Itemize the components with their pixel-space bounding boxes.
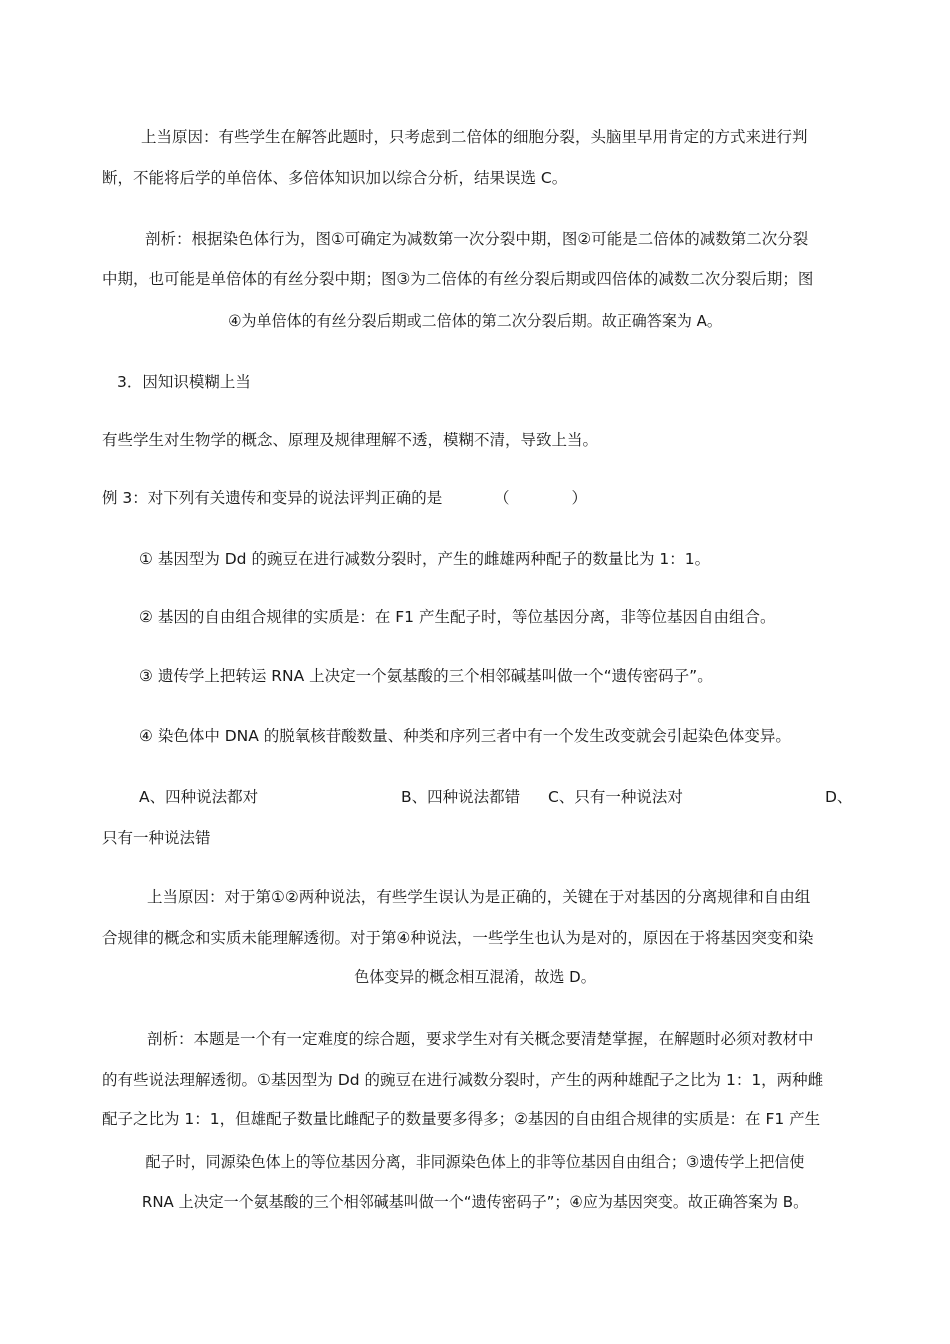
para4-line4: 配子时，同源染色体上的等位基因分离，非同源染色体上的非等位基因自由组合；③遗传学上把信使 <box>145 1153 805 1171</box>
example3-stem: 例 3：对下列有关遗传和变异的说法评判正确的是 <box>102 489 443 507</box>
para1-line2: 断，不能将后学的单倍体、多倍体知识加以综合分析，结果误选 C。 <box>102 169 568 187</box>
option-b: B、四种说法都错 <box>401 788 521 806</box>
example3-item-3: ③ 遗传学上把转运 RNA 上决定一个氨基酸的三个相邻碱基叫做一个“遗传密码子”。 <box>139 667 713 685</box>
option-d-label: D、 <box>825 788 853 806</box>
example3-item-2: ② 基因的自由组合规律的实质是：在 F1 产生配子时，等位基因分离，非等位基因自由组合。 <box>139 608 776 626</box>
para2-line2: 中期，也可能是单倍体的有丝分裂中期；图③为二倍体的有丝分裂后期或四倍体的减数二次分裂后期；图 <box>102 270 814 288</box>
option-d-text: 只有一种说法错 <box>102 829 211 847</box>
para4-line2: 的有些说法理解透彻。①基因型为 Dd 的豌豆在进行减数分裂时，产生的两种雄配子之比为 1：1，两种雌 <box>102 1071 824 1089</box>
option-a: A、四种说法都对 <box>139 788 259 806</box>
para4-line1: 剖析：本题是一个有一定难度的综合题，要求学生对有关概念要清楚掌握，在解题时必须对教材中 <box>147 1030 814 1048</box>
example3-item-4: ④ 染色体中 DNA 的脱氧核苷酸数量、种类和序列三者中有一个发生改变就会引起染色体变异。 <box>139 727 791 745</box>
example3-item-1: ① 基因型为 Dd 的豌豆在进行减数分裂时，产生的雌雄两种配子的数量比为 1：1。 <box>139 550 711 568</box>
section3-heading: 3．因知识模糊上当 <box>117 373 251 391</box>
para3-line1: 上当原因：对于第①②两种说法，有些学生误认为是正确的，关键在于对基因的分离规律和自由组 <box>147 888 811 906</box>
para4-line3: 配子之比为 1：1，但雄配子数量比雌配子的数量要多得多；②基因的自由组合规律的实质是：在 F1 产生 <box>102 1110 821 1128</box>
para4-line5: RNA 上决定一个氨基酸的三个相邻碱基叫做一个“遗传密码子”；④应为基因突变。故正确答案为 B。 <box>141 1193 809 1211</box>
para2-line3: ④为单倍体的有丝分裂后期或二倍体的第二次分裂后期。故正确答案为 A。 <box>228 312 722 330</box>
para3-line3: 色体变异的概念相互混淆，故选 D。 <box>354 968 596 986</box>
example3-blank: （ ） <box>494 489 588 507</box>
section3-intro: 有些学生对生物学的概念、原理及规律理解不透，模糊不清，导致上当。 <box>102 431 599 449</box>
para3-line2: 合规律的概念和实质未能理解透彻。对于第④种说法，一些学生也认为是对的，原因在于将基因突变和染 <box>102 929 814 947</box>
option-c: C、只有一种说法对 <box>548 788 683 806</box>
para2-line1: 剖析：根据染色体行为，图①可确定为减数第一次分裂中期，图②可能是二倍体的减数第二次分裂 <box>145 230 809 248</box>
para1-line1: 上当原因：有些学生在解答此题时，只考虑到二倍体的细胞分裂，头脑里早用肯定的方式来进行判 <box>141 128 808 146</box>
